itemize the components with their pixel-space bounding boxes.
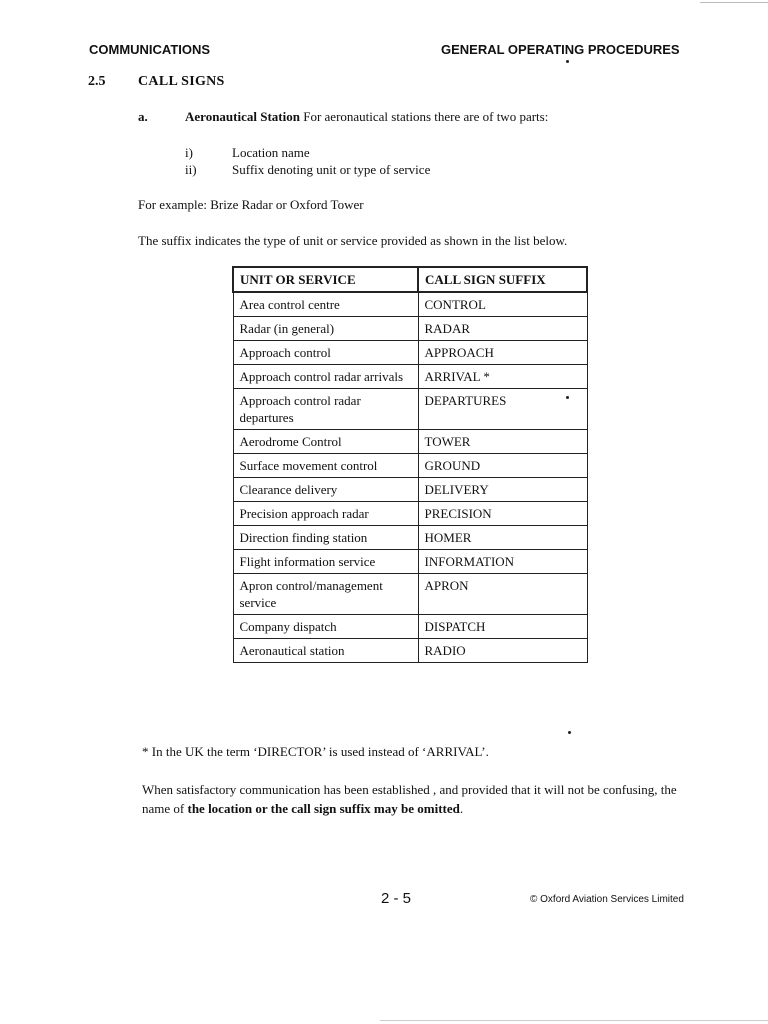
part-text: Location name (232, 145, 310, 160)
suffix-cell: DISPATCH (418, 615, 587, 639)
scan-speck (566, 396, 569, 399)
table-header-row (233, 267, 587, 292)
item-letter: a. (138, 109, 148, 124)
part-number: i) (185, 145, 193, 160)
table-row (233, 574, 587, 615)
scan-speck (568, 731, 571, 734)
suffix-cell: GROUND (418, 454, 587, 478)
table-row (233, 639, 587, 663)
unit-cell: Clearance delivery (233, 478, 418, 502)
section-number: 2.5 (88, 74, 106, 89)
header-section: GENERAL OPERATING PROCEDURES (441, 42, 680, 57)
unit-cell: Precision approach radar (233, 502, 418, 526)
unit-cell: Surface movement control (233, 454, 418, 478)
scan-speck (566, 60, 569, 63)
unit-cell: Approach control (233, 341, 418, 365)
final-end: . (459, 801, 464, 816)
header-chapter: COMMUNICATIONS (89, 42, 211, 57)
table-row (233, 550, 587, 574)
unit-cell: Approach control radar arrivals (233, 365, 418, 389)
suffix-cell: PRECISION (418, 502, 587, 526)
table-row (233, 389, 587, 430)
suffix-cell: HOMER (418, 526, 587, 550)
section-title: CALL SIGNS (138, 74, 225, 89)
suffix-cell: APRON (418, 574, 587, 615)
table-row (233, 615, 587, 639)
suffix-cell: RADAR (418, 317, 587, 341)
footnote: * In the UK the term ‘DIRECTOR’ is used instead of ‘ARRIVAL’. (142, 744, 489, 759)
scan-edge-line (380, 1020, 768, 1021)
unit-cell: Direction finding station (233, 526, 418, 550)
final-bold-text: the location or the call sign suffix may be omitted (187, 801, 460, 816)
suffix-cell: APPROACH (418, 341, 587, 365)
unit-cell: Radar (in general) (233, 317, 418, 341)
suffix-cell: TOWER (418, 430, 587, 454)
item-text: For aeronautical stations there are of two parts: (299, 109, 549, 124)
suffix-cell: CONTROL (418, 292, 587, 317)
table-row (233, 526, 587, 550)
part-number: ii) (185, 162, 197, 177)
scan-edge-line (700, 2, 768, 3)
final-paragraph (142, 780, 702, 818)
table-header-unit: UNIT OR SERVICE (233, 267, 418, 292)
part-text: Suffix denoting unit or type of service (232, 162, 431, 177)
unit-cell: Apron control/management service (233, 574, 418, 615)
suffix-cell: DELIVERY (418, 478, 587, 502)
table-row (233, 365, 587, 389)
table-row (233, 478, 587, 502)
final-text: When satisfactory communication has been established , and provided that it will not be confusing, the name of (142, 782, 677, 816)
unit-cell: Aerodrome Control (233, 430, 418, 454)
unit-cell: Aeronautical station (233, 639, 418, 663)
suffix-intro: The suffix indicates the type of unit or service provided as shown in the list below. (138, 233, 568, 248)
page-number: 2 - 5 (381, 890, 412, 907)
item-heading: Aeronautical Station (185, 109, 300, 124)
suffix-cell: DEPARTURES (418, 389, 587, 430)
table-row (233, 292, 587, 317)
suffix-cell: ARRIVAL * (418, 365, 587, 389)
table-row (233, 317, 587, 341)
table-row (233, 454, 587, 478)
example-text: For example: Brize Radar or Oxford Tower (138, 197, 364, 212)
unit-cell: Company dispatch (233, 615, 418, 639)
table-header-suffix: CALL SIGN SUFFIX (418, 267, 587, 292)
table-row (233, 502, 587, 526)
item-aeronautical-station (185, 109, 548, 125)
unit-cell: Flight information service (233, 550, 418, 574)
unit-cell: Area control centre (233, 292, 418, 317)
suffix-cell: INFORMATION (418, 550, 587, 574)
call-sign-table (232, 266, 588, 663)
unit-cell: Approach control radar departures (233, 389, 418, 430)
table-row (233, 430, 587, 454)
copyright: © Oxford Aviation Services Limited (530, 894, 684, 905)
table-row (233, 341, 587, 365)
suffix-cell: RADIO (418, 639, 587, 663)
